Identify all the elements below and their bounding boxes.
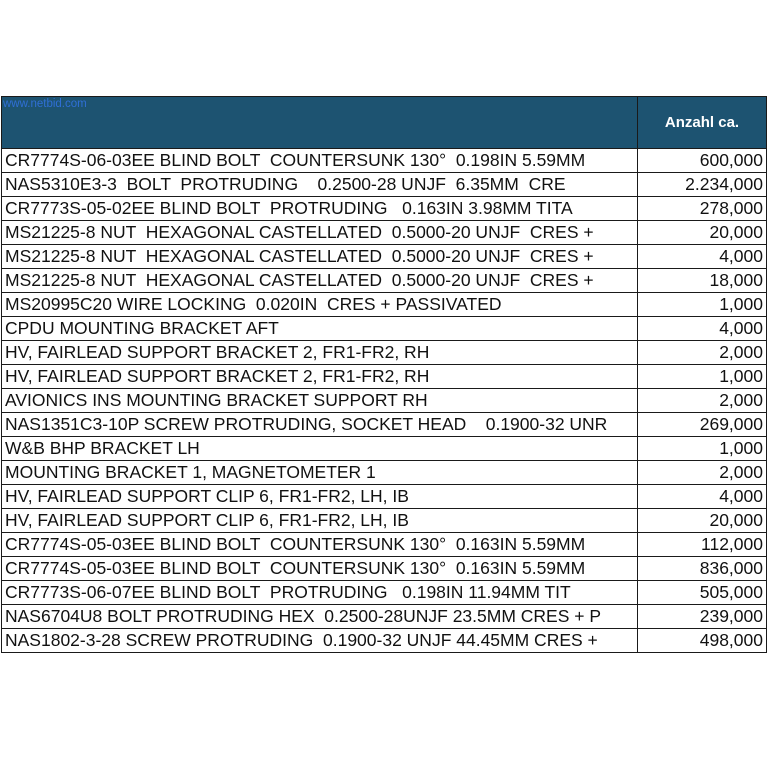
- row-quantity: 4,000: [638, 485, 767, 509]
- watermark-text: www.netbid.com: [3, 98, 87, 110]
- table-row: [2, 341, 767, 365]
- table-row: [2, 413, 767, 437]
- table-row: [2, 389, 767, 413]
- row-quantity: 1,000: [638, 293, 767, 317]
- quantity-header: Anzahl ca.: [638, 97, 767, 149]
- row-quantity: 600,000: [638, 149, 767, 173]
- header-row: [2, 97, 767, 149]
- row-description: AVIONICS INS MOUNTING BRACKET SUPPORT RH: [2, 389, 638, 413]
- table-row: [2, 533, 767, 557]
- row-quantity: 836,000: [638, 557, 767, 581]
- table-body: [2, 149, 767, 653]
- row-description: HV, FAIRLEAD SUPPORT BRACKET 2, FR1-FR2, RH: [2, 341, 638, 365]
- row-description: NAS6704U8 BOLT PROTRUDING HEX 0.2500-28UNJF 23.5MM CRES + P: [2, 605, 638, 629]
- table-row: [2, 221, 767, 245]
- row-quantity: 1,000: [638, 365, 767, 389]
- table-row: [2, 293, 767, 317]
- table-row: [2, 509, 767, 533]
- row-description: CPDU MOUNTING BRACKET AFT: [2, 317, 638, 341]
- row-description: HV, FAIRLEAD SUPPORT CLIP 6, FR1-FR2, LH, IB: [2, 509, 638, 533]
- row-description: CR7774S-06-03EE BLIND BOLT COUNTERSUNK 130° 0.198IN 5.59MM: [2, 149, 638, 173]
- row-quantity: 278,000: [638, 197, 767, 221]
- row-description: MS21225-8 NUT HEXAGONAL CASTELLATED 0.5000-20 UNJF CRES +: [2, 221, 638, 245]
- row-quantity: 269,000: [638, 413, 767, 437]
- row-description: CR7773S-05-02EE BLIND BOLT PROTRUDING 0.163IN 3.98MM TITA: [2, 197, 638, 221]
- parts-table: [1, 96, 767, 653]
- table-row: [2, 629, 767, 653]
- row-description: CR7773S-06-07EE BLIND BOLT PROTRUDING 0.198IN 11.94MM TIT: [2, 581, 638, 605]
- row-description: CR7774S-05-03EE BLIND BOLT COUNTERSUNK 130° 0.163IN 5.59MM: [2, 533, 638, 557]
- row-quantity: 2,000: [638, 341, 767, 365]
- row-quantity: 2,000: [638, 461, 767, 485]
- row-quantity: 4,000: [638, 317, 767, 341]
- row-description: HV, FAIRLEAD SUPPORT CLIP 6, FR1-FR2, LH, IB: [2, 485, 638, 509]
- table-row: [2, 245, 767, 269]
- row-description: MS21225-8 NUT HEXAGONAL CASTELLATED 0.5000-20 UNJF CRES +: [2, 269, 638, 293]
- table-row: [2, 437, 767, 461]
- row-description: NAS1802-3-28 SCREW PROTRUDING 0.1900-32 UNJF 44.45MM CRES +: [2, 629, 638, 653]
- row-quantity: 2,000: [638, 389, 767, 413]
- row-quantity: 505,000: [638, 581, 767, 605]
- row-quantity: 498,000: [638, 629, 767, 653]
- row-quantity: 2.234,000: [638, 173, 767, 197]
- table-row: [2, 269, 767, 293]
- row-description: HV, FAIRLEAD SUPPORT BRACKET 2, FR1-FR2, RH: [2, 365, 638, 389]
- row-description: CR7774S-05-03EE BLIND BOLT COUNTERSUNK 130° 0.163IN 5.59MM: [2, 557, 638, 581]
- table-row: [2, 317, 767, 341]
- row-description: NAS5310E3-3 BOLT PROTRUDING 0.2500-28 UNJF 6.35MM CRE: [2, 173, 638, 197]
- row-quantity: 112,000: [638, 533, 767, 557]
- table-row: [2, 461, 767, 485]
- table-row: [2, 485, 767, 509]
- description-header: [2, 97, 638, 149]
- row-quantity: 4,000: [638, 245, 767, 269]
- row-quantity: 18,000: [638, 269, 767, 293]
- table-row: [2, 605, 767, 629]
- table-row: [2, 557, 767, 581]
- row-description: MS20995C20 WIRE LOCKING 0.020IN CRES + PASSIVATED: [2, 293, 638, 317]
- row-quantity: 20,000: [638, 221, 767, 245]
- row-description: MOUNTING BRACKET 1, MAGNETOMETER 1: [2, 461, 638, 485]
- row-quantity: 20,000: [638, 509, 767, 533]
- row-quantity: 239,000: [638, 605, 767, 629]
- table-row: [2, 173, 767, 197]
- table-row: [2, 149, 767, 173]
- table-row: [2, 365, 767, 389]
- table-row: [2, 581, 767, 605]
- row-description: MS21225-8 NUT HEXAGONAL CASTELLATED 0.5000-20 UNJF CRES +: [2, 245, 638, 269]
- row-quantity: 1,000: [638, 437, 767, 461]
- table-row: [2, 197, 767, 221]
- row-description: W&B BHP BRACKET LH: [2, 437, 638, 461]
- row-description: NAS1351C3-10P SCREW PROTRUDING, SOCKET HEAD 0.1900-32 UNR: [2, 413, 638, 437]
